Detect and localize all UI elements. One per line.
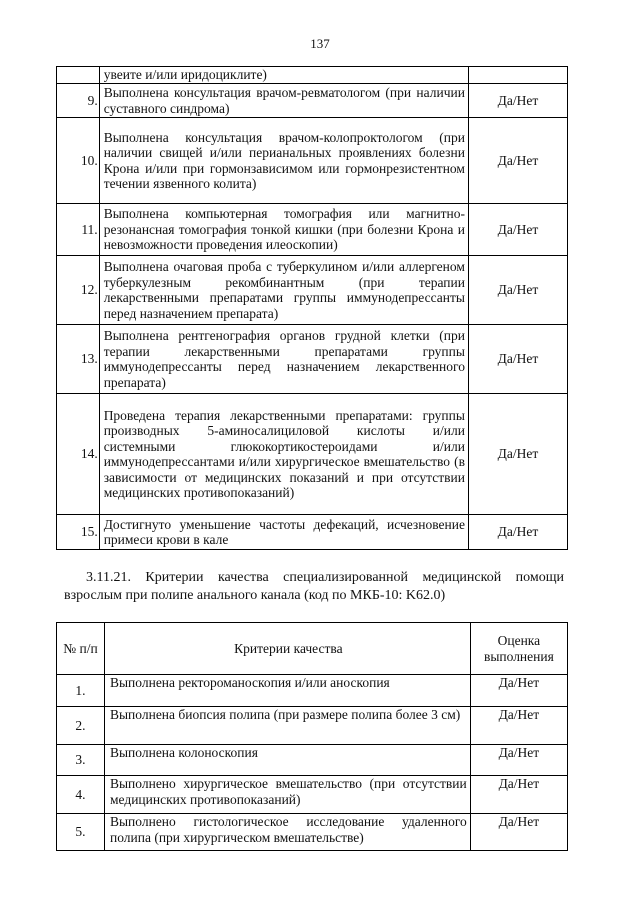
answer-cell: Да/Нет: [470, 707, 567, 745]
row-number: 5.: [57, 814, 105, 851]
criterion-text: увеите и/или иридоциклите): [99, 67, 468, 84]
answer-cell: Да/Нет: [468, 204, 567, 256]
table-row: [57, 394, 568, 515]
quality-criteria-table: [56, 622, 568, 851]
row-number: 12.: [57, 256, 100, 325]
table-row: [57, 745, 568, 776]
row-number: 14.: [57, 394, 100, 515]
answer-cell: Да/Нет: [468, 256, 567, 325]
criterion-text: Выполнено гистологическое исследование удаленного полипа (при хирургическом вмешательстве): [104, 814, 470, 851]
table-row: [57, 675, 568, 707]
row-number: 15.: [57, 515, 100, 550]
answer-cell: Да/Нет: [470, 745, 567, 776]
header-number: № п/п: [57, 623, 105, 675]
row-number: [57, 67, 100, 84]
row-number: 13.: [57, 325, 100, 394]
answer-cell: [468, 67, 567, 84]
row-number: 10.: [57, 118, 100, 204]
criterion-text: Выполнена компьютерная томография или магнитно-резонансная томография тонкой кишки (при болезни Крона и невозможности проведения илеоскопии): [99, 204, 468, 256]
table-row: [57, 776, 568, 814]
criterion-text: Выполнена биопсия полипа (при размере полипа более 3 см): [104, 707, 470, 745]
header-criteria: Критерии качества: [104, 623, 470, 675]
row-number: 11.: [57, 204, 100, 256]
answer-cell: Да/Нет: [468, 515, 567, 550]
page-number: 137: [310, 36, 330, 51]
header-assessment: Оценка выполнения: [470, 623, 567, 675]
answer-cell: Да/Нет: [468, 118, 567, 204]
table-row: [57, 515, 568, 550]
row-number: 1.: [57, 675, 105, 707]
row-number: 4.: [57, 776, 105, 814]
criterion-text: Достигнуто уменьшение частоты дефекаций, исчезновение примеси крови в кале: [99, 515, 468, 550]
criterion-text: Выполнено хирургическое вмешательство (при отсутствии медицинских противопоказаний): [104, 776, 470, 814]
row-number: 3.: [57, 745, 105, 776]
criterion-text: Проведена терапия лекарственными препаратами: группы производных 5-аминосалициловой кислоты и/или системными глюкокортикостероидами и/или иммунодепрессантами и/или хирургическое вмешательство (в зависимости от медицинских показаний и при отсутствии медицинских противопоказаний): [99, 394, 468, 515]
criterion-text: Выполнена консультация врачом-ревматологом (при наличии суставного синдрома): [99, 84, 468, 118]
row-number: 9.: [57, 84, 100, 118]
row-number: 2.: [57, 707, 105, 745]
table-row: [57, 67, 568, 84]
answer-cell: Да/Нет: [468, 84, 567, 118]
criterion-text: Выполнена рентгенография органов грудной клетки (при терапии лекарственными препаратами группы иммунодепрессанты перед назначением лекарственного препарата): [99, 325, 468, 394]
table-header-row: [57, 623, 568, 675]
table-row: [57, 256, 568, 325]
answer-cell: Да/Нет: [470, 675, 567, 707]
criterion-text: Выполнена ректороманоскопия и/или аноскопия: [104, 675, 470, 707]
answer-cell: Да/Нет: [468, 325, 567, 394]
answer-cell: Да/Нет: [468, 394, 567, 515]
table-row: [57, 325, 568, 394]
answer-cell: Да/Нет: [470, 776, 567, 814]
table-row: [57, 84, 568, 118]
criterion-text: Выполнена колоноскопия: [104, 745, 470, 776]
criterion-text: Выполнена очаговая проба с туберкулином и/или аллергеном туберкулезным рекомбинантным (при терапии лекарственными препаратами группы иммунодепрессанты перед назначением препарата): [99, 256, 468, 325]
table-row: [57, 707, 568, 745]
table-row: [57, 204, 568, 256]
table-row: [57, 814, 568, 851]
quality-criteria-table-continued: [56, 66, 568, 550]
section-heading: 3.11.21. Критерии качества специализированной медицинской помощи взрослым при полипе анального канала (код по МКБ-10: K62.0): [64, 570, 564, 603]
answer-cell: Да/Нет: [470, 814, 567, 851]
criterion-text: Выполнена консультация врачом-колопроктологом (при наличии свищей и/или перианальных проявлениях болезни Крона и/или при гормонзависимом или гормонрезистентном течении язвенного колита): [99, 118, 468, 204]
table-row: [57, 118, 568, 204]
